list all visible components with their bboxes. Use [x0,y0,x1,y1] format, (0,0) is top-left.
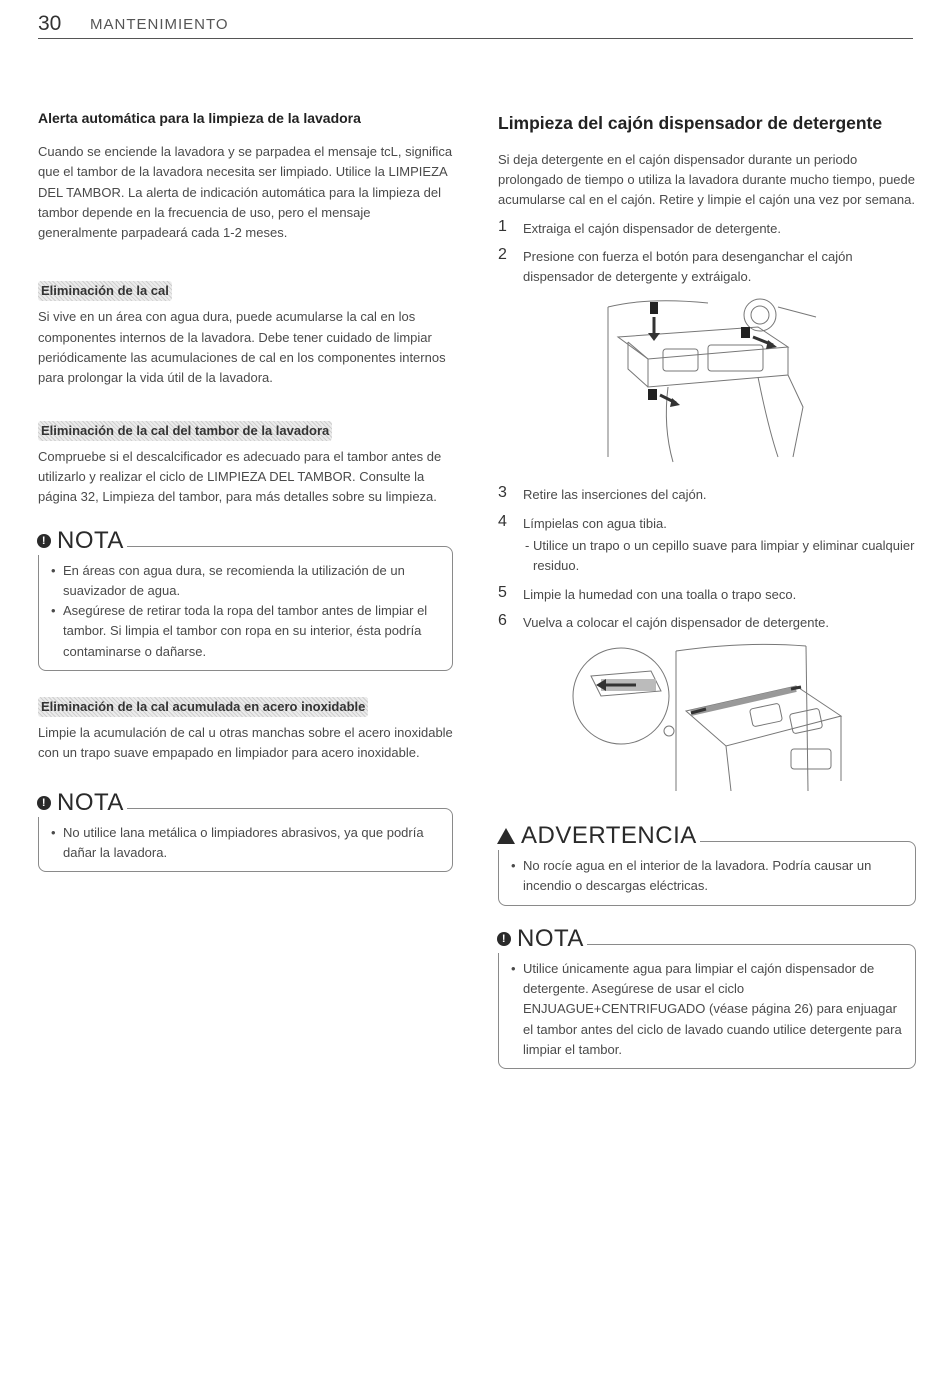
note-heading-2 [37,789,127,817]
page-number: 30 [38,12,62,35]
steps-list-b [498,485,916,633]
note-title-2: NOTA [57,788,124,816]
main-title: Limpieza del cajón dispensador de detergente [498,113,883,133]
step-number: 6 [498,611,507,629]
lime-title: Eliminación de la cal [38,281,172,301]
step-text: Presione con fuerza el botón para desenganchar el cajón dispensador de detergente y extráigalo. [523,248,853,285]
step-subtext: - Utilice un trapo o un cepillo suave para limpiar y eliminar cualquier residuo. [525,538,915,574]
step-number: 5 [498,583,507,601]
warning-heading [497,822,700,850]
drawer-insert-drawing [566,641,846,801]
drawer-removal-illustration [588,297,818,467]
lime-text: Si vive en un área con agua dura, puede acumularse la cal en los componentes internos de la lavadora. Debe tener cuidado de limpiar periódicamente las acumulaciones de cal en los componentes internos para prolongar la vida útil de la lavadora. [38,309,446,386]
note-title-1: NOTA [57,526,124,554]
step-text: Límpielas con agua tibia. [523,515,667,531]
note-item: • En áreas con agua dura, se recomienda la utilización de un suavizador de agua. [49,561,442,602]
note-box-2 [38,788,453,873]
drum-text: Compruebe si el descalcificador es adecuado para el tambor antes de utilizarlo y realizar el ciclo de LIMPIEZA DEL TAMBOR. Consulte la página 32, Limpieza del tambor, para más detalles sobre su limpieza. [38,448,442,505]
step-number: 1 [498,217,507,235]
step-text: Vuelva a colocar el cajón dispensador de detergente. [523,614,829,630]
note-item: • Utilice únicamente agua para limpiar el cajón dispensador de detergente. Asegúrese de usar el ciclo ENJUAGUE+CENTRIFUGADO (véase página 26) para enjuagar el tambor antes del ciclo de lavado cuando utilice detergente para limpiar el tambor. [509,959,905,1060]
warning-icon [497,828,515,844]
note-box-3 [498,924,916,1069]
step-number: 4 [498,512,507,530]
left-column [38,110,453,872]
step-text: Extraiga el cajón dispensador de detergente. [523,220,782,236]
warning-item: • No rocíe agua en el interior de la lavadora. Podría causar un incendio o descargas eléctricas. [509,856,905,897]
step-number: 2 [498,245,507,263]
info-icon: ! [37,534,51,548]
step-number: 3 [498,484,507,502]
steel-title: Eliminación de la cal acumulada en acero inoxidable [38,697,368,717]
warning-title: ADVERTENCIA [521,822,697,850]
step-item [498,613,916,633]
step-text: Limpie la humedad con una toalla o trapo seco. [523,586,797,602]
note-heading-3 [497,925,587,953]
step-item [498,247,916,288]
step-item [498,514,916,577]
alert-text: Cuando se enciende la lavadora y se parpadea el mensaje tcL, significa que el tambor de la lavadora necesita ser limpiado. Utilice la LIMPIEZA DEL TAMBOR. La alerta de indicación automática para la limpieza del tambor depende en la frecuencia de uso, pero el mensaje generalmente parpadeará cada 1-2 meses. [38,144,453,241]
step-text: Retire las inserciones del cajón. [523,487,707,503]
note-item: • No utilice lana metálica o limpiadores abrasivos, ya que podría dañar la lavadora. [49,823,442,864]
drawer-removal-drawing [588,297,818,467]
drawer-insert-illustration [566,641,846,801]
intro-text: Si deja detergente en el cajón dispensador durante un periodo prolongado de tiempo o utiliza la lavadora durante mucho tiempo, puede acumularse cal en el cajón. Retire y limpie el cajón una vez por semana. [498,151,915,208]
step-item [498,485,916,505]
section-name: MANTENIMIENTO [90,16,229,33]
note-box-1 [38,526,453,671]
right-column [498,112,916,1069]
steps-list-a [498,219,916,288]
note-title-3: NOTA [517,924,584,952]
warning-box [498,822,916,906]
info-icon: ! [497,932,511,946]
page-header [38,12,913,39]
steel-text: Limpie la acumulación de cal u otras manchas sobre el acero inoxidable con un trapo suave empapado en limpiador para acero inoxidable. [38,725,453,761]
alert-title: Alerta automática para la limpieza de la lavadora [38,110,361,126]
step-item [498,219,916,239]
info-icon: ! [37,796,51,810]
step-item [498,585,916,605]
note-item: • Asegúrese de retirar toda la ropa del tambor antes de limpiar el tambor. Si limpia el tambor con ropa en su interior, ésta podría contaminarse o dañarse. [49,601,442,662]
note-heading-1 [37,527,127,555]
drum-title: Eliminación de la cal del tambor de la lavadora [38,421,332,441]
